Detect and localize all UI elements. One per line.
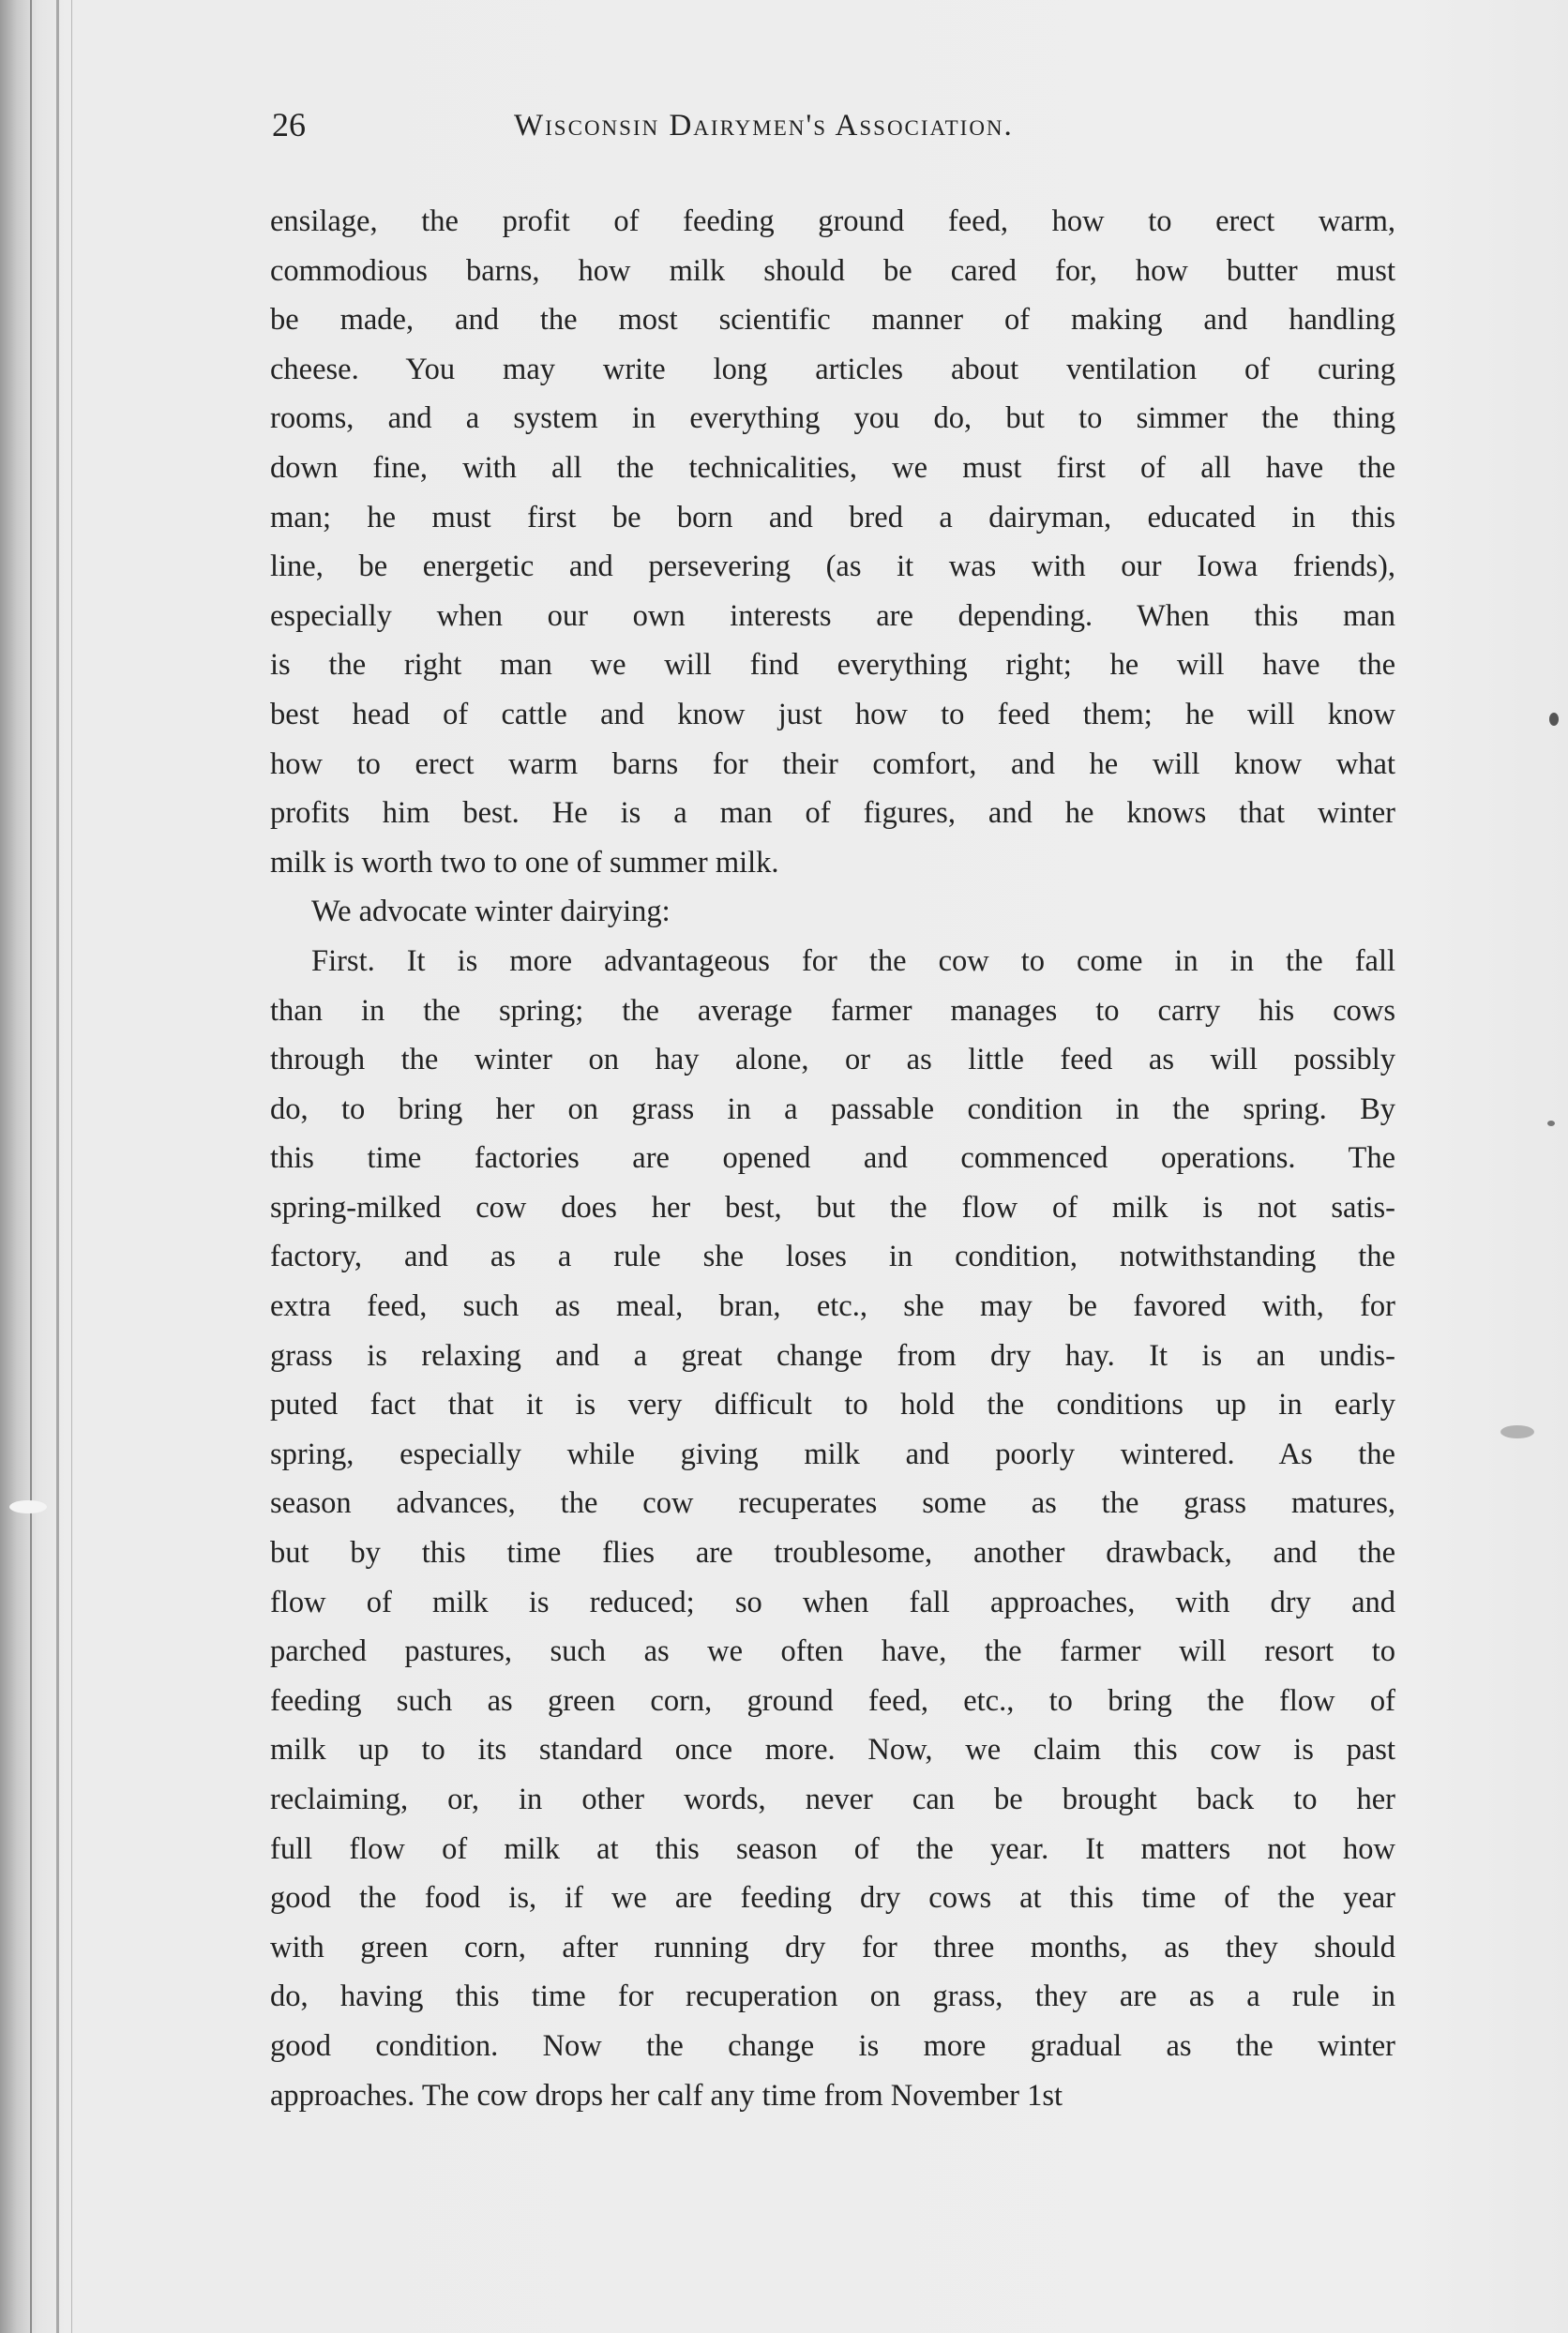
text-line: man; he must first be born and bred a dairyman, educated in this — [270, 500, 1395, 534]
text-line: reclaiming, or, in other words, never can be brought back to her — [270, 1783, 1395, 1816]
text-line: is the right man we will find everything right; he will have the — [270, 648, 1395, 683]
text-line: than in the spring; the average farmer manages to carry his cows — [270, 993, 1395, 1028]
text-line: spring-milked cow does her best, but the flow of milk is not satis- — [270, 1190, 1395, 1225]
text-line: do, to bring her on grass in a passable condition in the spring. By — [270, 1091, 1395, 1126]
paper-speck — [9, 1500, 47, 1513]
text-line: especially when our own interests are depending. When this man — [270, 598, 1395, 633]
text-line: extra feed, such as meal, bran, etc., she may be favored with, for — [270, 1289, 1395, 1324]
text-line: best head of cattle and know just how to feed them; he will know — [270, 697, 1395, 731]
paper-speck — [1500, 1425, 1534, 1438]
page-header — [272, 105, 1425, 161]
paper-speck — [1547, 1121, 1555, 1126]
text-line: flow of milk is reduced; so when fall approaches, with dry and — [270, 1585, 1395, 1619]
text-line: milk up to its standard once more. Now, we claim this cow is past — [270, 1733, 1395, 1768]
text-line: but by this time flies are troublesome, another drawback, and the — [270, 1536, 1395, 1571]
text-line: with green corn, after running dry for three months, as they should — [270, 1930, 1395, 1964]
binding-gutter-line — [71, 0, 72, 2333]
text-line: parched pastures, such as we often have, the farmer will resort to — [270, 1634, 1395, 1669]
text-line: factory, and as a rule she loses in condition, notwithstanding the — [270, 1240, 1395, 1274]
text-line: puted fact that it is very difficult to hold the conditions up in early — [270, 1388, 1395, 1422]
text-line: through the winter on hay alone, or as little feed as will possibly — [270, 1043, 1395, 1077]
text-line: this time factories are opened and commenced operations. The — [270, 1141, 1395, 1176]
text-line: cheese. You may write long articles about ventilation of curing — [270, 352, 1395, 386]
text-line: milk is worth two to one of summer milk. — [270, 845, 779, 880]
text-line: down fine, with all the technicalities, we must first of all have the — [270, 450, 1395, 485]
text-line: rooms, and a system in everything you do, but to simmer the thing — [270, 401, 1395, 436]
text-line: approaches. The cow drops her calf any time from November 1st — [270, 2078, 1063, 2113]
running-title: Wisconsin Dairymen's Association. — [514, 109, 1014, 143]
text-line: how to erect warm barns for their comfort, and he will know what — [270, 746, 1395, 781]
text-line: good condition. Now the change is more gradual as the winter — [270, 2028, 1395, 2063]
text-line: be made, and the most scientific manner of making and handling — [270, 303, 1395, 338]
text-line: feeding such as green corn, ground feed, etc., to bring the flow of — [270, 1683, 1395, 1718]
page-number: 26 — [272, 106, 306, 143]
text-line: profits him best. He is a man of figures, and he knows that winter — [270, 796, 1395, 831]
binding-gutter-line — [56, 0, 59, 2333]
text-line: First. It is more advantageous for the cow to come in in the fall — [311, 943, 1395, 978]
text-line: We advocate winter dairying: — [311, 895, 671, 929]
text-line: line, be energetic and persevering (as it was with our Iowa friends), — [270, 549, 1395, 584]
text-line: do, having this time for recuperation on grass, they are as a rule in — [270, 1979, 1395, 2014]
paper-speck — [1549, 713, 1559, 726]
binding-gutter-line — [30, 0, 32, 2333]
text-line: commodious barns, how milk should be cared for, how butter must — [270, 253, 1395, 288]
text-line: grass is relaxing and a great change from dry hay. It is an undis- — [270, 1338, 1395, 1373]
text-line: season advances, the cow recuperates some as the grass matures, — [270, 1486, 1395, 1521]
text-line: good the food is, if we are feeding dry cows at this time of the year — [270, 1881, 1395, 1916]
text-line: spring, especially while giving milk and poorly wintered. As the — [270, 1437, 1395, 1471]
body-text — [270, 197, 1395, 2120]
text-line: full flow of milk at this season of the year. It matters not how — [270, 1831, 1395, 1866]
text-line: ensilage, the profit of feeding ground feed, how to erect warm, — [270, 204, 1395, 238]
